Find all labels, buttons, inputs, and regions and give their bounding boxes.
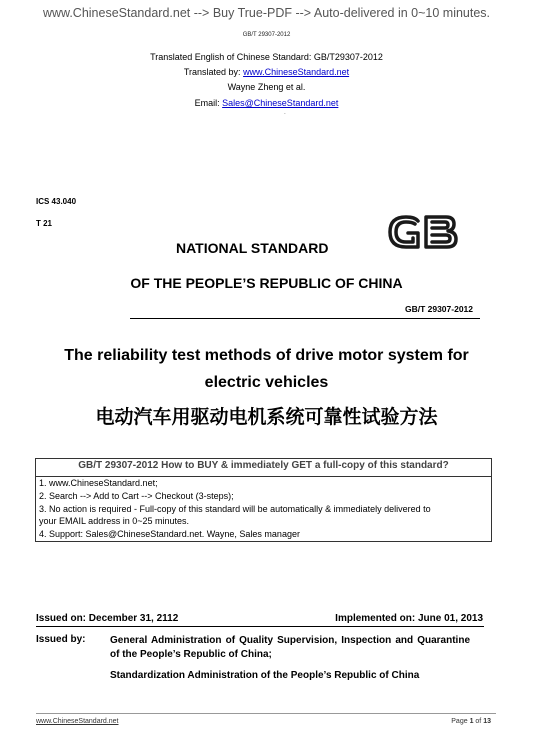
page-indicator: [451, 718, 491, 725]
issued-divider: [36, 626, 484, 627]
translator-line: [0, 65, 533, 79]
buy-box-item: 2. Search --> Add to Cart --> Checkout (3-steps);: [39, 491, 234, 501]
gb-number: GB/T 29307-2012: [404, 304, 473, 314]
title-en-line1: The reliability test methods of drive motor system for: [64, 347, 469, 364]
email-label: Email:: [194, 98, 223, 108]
issued-by-label: Issued by:: [36, 634, 86, 645]
buy-box-divider: [36, 476, 491, 477]
gb-logo: [284, 114, 460, 250]
page-total: 13: [483, 718, 491, 725]
national-standard-heading: NATIONAL STANDARD: [176, 240, 329, 256]
translator-label: Translated by:: [183, 67, 244, 77]
email-line: [0, 96, 533, 110]
buy-box-item: your EMAIL address in 0~25 minutes.: [39, 516, 189, 526]
translator-link[interactable]: www.ChineseStandard.net: [243, 67, 350, 77]
footer-divider: [36, 713, 496, 714]
buy-info-box: [35, 458, 492, 542]
banner-standard-code: GB/T 29307-2012: [242, 32, 291, 38]
republic-heading: OF THE PEOPLE’S REPUBLIC OF CHINA: [130, 275, 403, 291]
buy-box-heading: GB/T 29307-2012 How to BUY & immediately GET a full-copy of this standard?: [78, 460, 449, 471]
banner-text: www.ChineseStandard.net --> Buy True-PDF --> Auto-delivered in 0~10 minutes.: [42, 6, 491, 20]
ics-code: ICS 43.040: [36, 197, 77, 206]
title-cn: 电动汽车用驱动电机系统可靠性试验方法: [95, 406, 438, 428]
translation-line: Translated English of Chinese Standard: GB/T29307-2012: [150, 52, 383, 62]
translator-names: Wayne Zheng et al.: [227, 82, 306, 92]
email-link[interactable]: Sales@ChineseStandard.net: [222, 98, 339, 108]
issued-on: Issued on: December 31, 2112: [36, 613, 179, 624]
buy-box-item[interactable]: 1. www.ChineseStandard.net;: [39, 478, 158, 488]
issued-by-org-1: General Administration of Quality Supervision, Inspection and Quarantine of the People’s Republic of China;: [110, 635, 470, 660]
title-en-line2: electric vehicles: [204, 374, 329, 391]
footer-site-link[interactable]: www.ChineseStandard.net: [36, 718, 119, 725]
t-code: T 21: [36, 219, 53, 228]
gb-logo-text: GB: [284, 114, 286, 115]
header-divider: [130, 318, 480, 319]
page-of: of: [473, 718, 484, 725]
page-current: 1: [469, 718, 474, 725]
buy-box-item: 4. Support: Sales@ChineseStandard.net. Wayne, Sales manager: [39, 529, 300, 539]
issued-by-org-2: Standardization Administration of the People’s Republic of China: [110, 670, 420, 681]
page-prefix: Page: [451, 718, 470, 725]
buy-box-item: 3. No action is required - Full-copy of this standard will be automatically & immediately delivered to: [39, 504, 431, 514]
implemented-on: Implemented on: June 01, 2013: [335, 613, 483, 624]
